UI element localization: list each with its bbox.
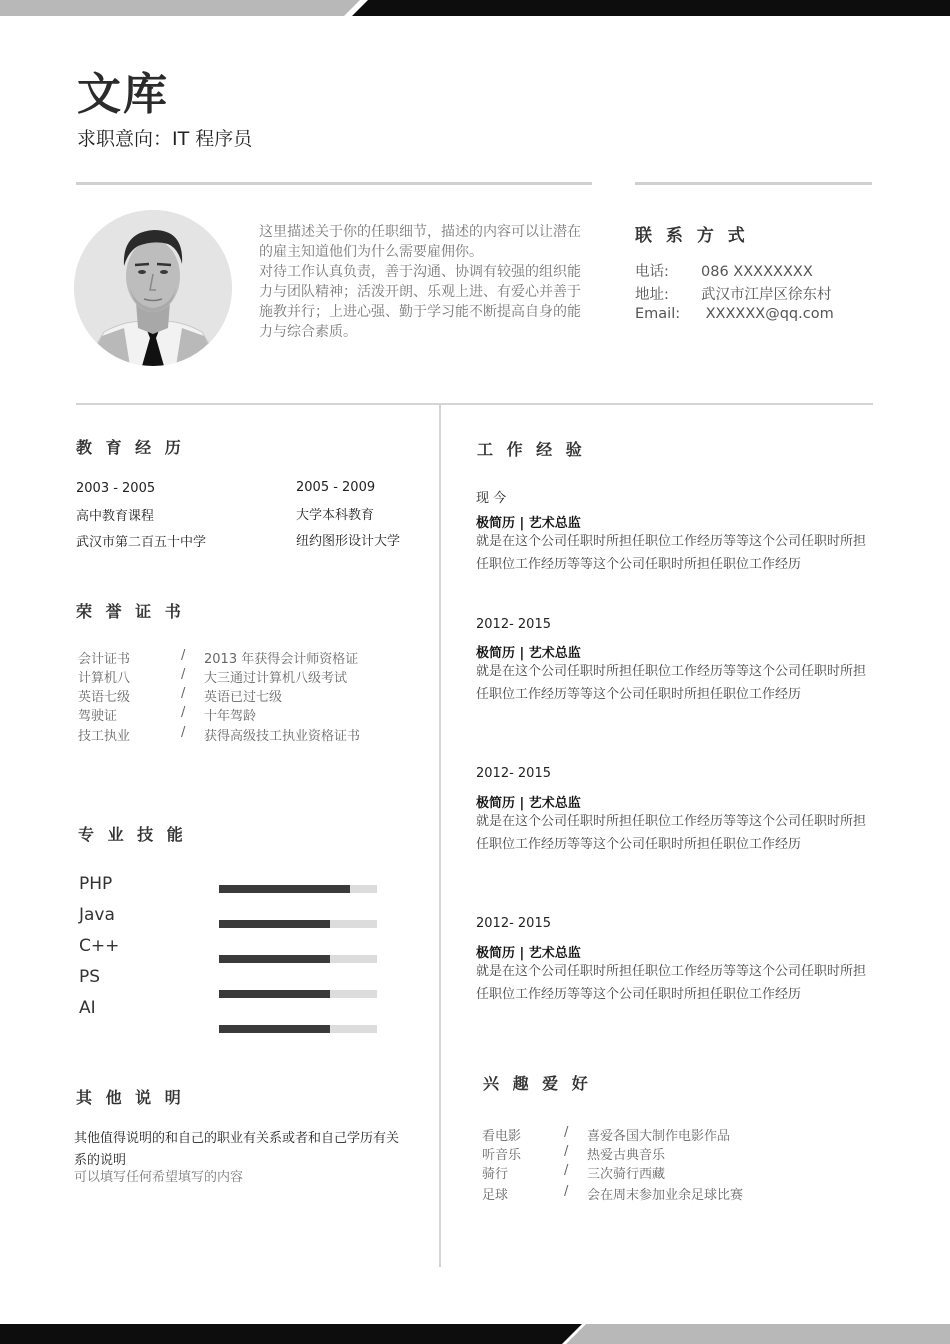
contact-email [635, 306, 834, 322]
list-item: 计算机八 / 大三通过计算机八级考试 [78, 667, 348, 686]
skill-name: PHP [79, 874, 113, 894]
contact-label: 电话: [635, 264, 669, 280]
portrait-photo [74, 210, 232, 366]
work-title: 工 作 经 验 [477, 440, 586, 459]
intro-line: 力与综合素质。 [259, 324, 357, 340]
list-item: 骑行 / 三次骑行西藏 [482, 1163, 666, 1182]
skill-name: C++ [79, 936, 120, 956]
skill-bar [219, 885, 377, 893]
other-line: 系的说明 [74, 1153, 127, 1168]
job-desc: 就是在这个公司任职时所担任职位工作经历等等这个公司任职时所担任职位工作经历等等这个公司任职时所担任职位工作经历 [476, 534, 867, 572]
column-divider [439, 405, 441, 1267]
list-item: 英语七级 / 英语已过七级 [78, 686, 283, 705]
job-title: 极简历 | 艺术总监 [476, 646, 581, 661]
skill-bar-fill [219, 990, 330, 998]
skill-bar-fill [219, 955, 330, 963]
edu-period: 2005 - 2009 [296, 480, 376, 495]
skill-bar [219, 920, 377, 928]
skill-name: AI [79, 998, 96, 1018]
header-band-dark [352, 0, 950, 16]
job-title: 极简历 | 艺术总监 [476, 946, 581, 961]
contact-address [635, 283, 832, 304]
header-band-light [0, 0, 360, 16]
contact-value: XXXXXX@qq.com [701, 306, 834, 322]
other-line: 可以填写任何希望填写的内容 [74, 1170, 244, 1185]
skill-bar [219, 955, 377, 963]
contact-label: Email: [635, 306, 681, 322]
resume-name: 文库 [77, 69, 169, 120]
section-divider [76, 403, 873, 405]
education-title: 教 育 经 历 [76, 438, 185, 457]
intro-line: 这里描述关于你的任职细节，描述的内容可以让潜在 [259, 224, 581, 240]
edu-course: 高中教育课程 [76, 509, 155, 524]
footer-band-dark [0, 1324, 582, 1344]
contact-phone [635, 260, 813, 281]
skill-bar [219, 1025, 377, 1033]
job-title: 极简历 | 艺术总监 [476, 796, 581, 811]
honors-title: 荣 誉 证 书 [76, 602, 185, 621]
edu-school: 纽约图形设计大学 [296, 534, 401, 549]
contact-label: 地址: [635, 287, 669, 303]
footer-band-light [566, 1324, 950, 1344]
skill-bar-fill [219, 920, 330, 928]
skill-name: PS [79, 967, 101, 987]
job-period: 2012- 2015 [476, 766, 551, 781]
skill-bar-fill [219, 1025, 330, 1033]
intro-line: 施教并行；上进心强、勤于学习能不断提高自身的能 [259, 304, 581, 320]
list-item: 听音乐 / 热爱古典音乐 [482, 1144, 666, 1163]
list-item: 看电影 / 喜爱各国大制作电影作品 [482, 1125, 731, 1144]
skills-title: 专 业 技 能 [78, 825, 187, 844]
job-intent: 求职意向：IT 程序员 [77, 128, 253, 150]
other-line: 其他值得说明的和自己的职业有关系或者和自己学历有关 [74, 1131, 400, 1146]
contact-value: 武汉市江岸区徐东村 [701, 287, 832, 303]
edu-school: 武汉市第二百五十中学 [76, 535, 207, 550]
contact-value: 086 XXXXXXXX [701, 264, 813, 280]
header-divider-right [635, 182, 872, 185]
list-item: 足球 / 会在周末参加业余足球比赛 [482, 1184, 744, 1203]
edu-course: 大学本科教育 [296, 508, 375, 523]
list-item: 驾驶证 / 十年驾龄 [78, 705, 257, 724]
list-item: 会计证书 / 2013 年获得会计师资格证 [78, 648, 359, 667]
job-desc: 就是在这个公司任职时所担任职位工作经历等等这个公司任职时所担任职位工作经历等等这个公司任职时所担任职位工作经历 [476, 814, 867, 852]
job-period: 现 今 [476, 491, 507, 506]
avatar [74, 210, 232, 366]
header-divider-left [76, 182, 592, 185]
job-period: 2012- 2015 [476, 916, 551, 931]
hobbies-title: 兴 趣 爱 好 [483, 1074, 592, 1093]
job-period: 2012- 2015 [476, 617, 551, 632]
job-desc: 就是在这个公司任职时所担任职位工作经历等等这个公司任职时所担任职位工作经历等等这个公司任职时所担任职位工作经历 [476, 964, 867, 1002]
edu-period: 2003 - 2005 [76, 481, 156, 496]
intro-line: 力与团队精神；活泼开朗、乐观上进、有爱心并善于 [259, 284, 581, 300]
skill-bar-fill [219, 885, 350, 893]
job-desc: 就是在这个公司任职时所担任职位工作经历等等这个公司任职时所担任职位工作经历等等这个公司任职时所担任职位工作经历 [476, 664, 867, 702]
intro-line: 对待工作认真负责，善于沟通、协调有较强的组织能 [259, 264, 581, 280]
intro-text [259, 222, 604, 342]
job-title: 极简历 | 艺术总监 [476, 516, 581, 531]
intro-line: 的雇主知道他们为什么需要雇佣你。 [259, 244, 483, 260]
other-title: 其 他 说 明 [76, 1088, 185, 1107]
skill-bar [219, 990, 377, 998]
list-item: 技工执业 / 获得高级技工执业资格证书 [78, 725, 361, 744]
contact-title: 联 系 方 式 [635, 226, 749, 246]
skill-name: Java [79, 905, 115, 925]
